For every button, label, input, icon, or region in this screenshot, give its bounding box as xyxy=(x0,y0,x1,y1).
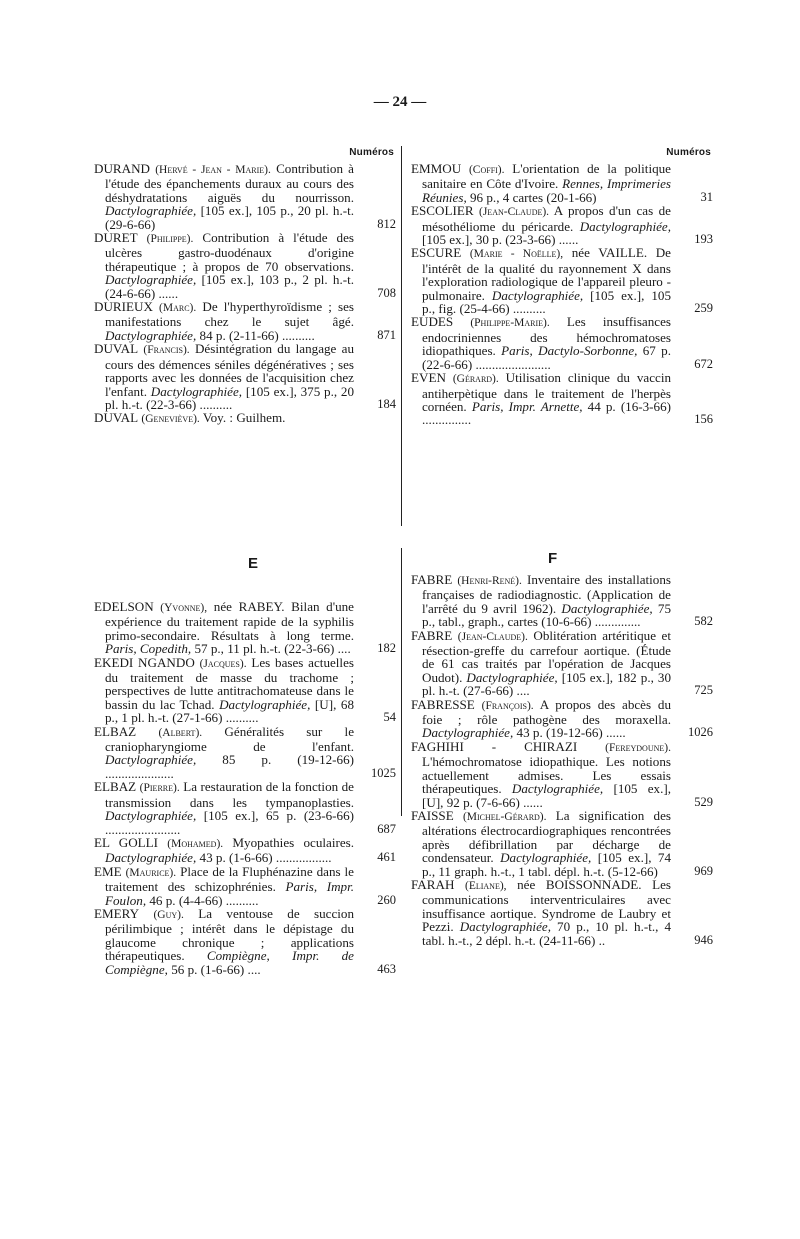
entry-number: 54 xyxy=(383,710,396,725)
author-surname: DURIEUX xyxy=(94,299,153,315)
bibliography-entry xyxy=(94,656,394,725)
entry-list xyxy=(94,600,394,976)
entry-details: [U], 68 p., 1 pl. h.-t. (27-1-66) .......... xyxy=(105,696,354,726)
entry-publisher: Paris, Copedith, xyxy=(105,641,192,657)
author-given-name: (Fereydoune). xyxy=(605,741,671,754)
entry-title: Les bases actuelles du traitement de masse du trachome ; perspectives de lutte antitrachomateuse dans le bassin du lac Tchad. xyxy=(105,654,354,712)
author-surname: FABRESSE xyxy=(411,696,475,712)
bibliography-entry xyxy=(94,231,394,300)
section-letter-f: F xyxy=(548,550,558,567)
bibliography-entry xyxy=(411,573,711,629)
entry-publisher: Dactylographiée, xyxy=(105,752,197,768)
entry-details: [105 ex.], 30 p. (23-3-66) ...... xyxy=(422,232,579,248)
entry-number: 708 xyxy=(377,285,396,300)
author-given-name: (Yvonne), xyxy=(160,602,208,614)
entry-title: La signification des altérations électrocardiographiques rencontrées après défibrillation par décharge de condensateur. xyxy=(422,807,671,866)
author-surname: ELBAZ xyxy=(94,723,137,739)
entry-list xyxy=(411,162,711,427)
entry-list xyxy=(411,573,711,947)
entry-title: La restauration de la fonction de transmission dans les tympanoplasties. xyxy=(105,779,354,810)
entry-number: 182 xyxy=(377,641,396,656)
entry-number: 259 xyxy=(694,301,713,316)
author-surname: DURET xyxy=(94,230,138,246)
author-given-name: (Albert). xyxy=(158,726,203,739)
entry-details: 67 p. (22-6-66) ....................... xyxy=(422,343,671,372)
entry-publisher: Dactylographiée, xyxy=(561,600,653,616)
entry-details: [105 ex.], 375 p., 20 pl. h.-t. (22-3-66) .......... xyxy=(105,383,354,412)
entry-number: 156 xyxy=(694,412,713,427)
entry-publisher: Paris, Dactylo-Sorbonne, xyxy=(501,343,638,359)
column-header-numeros: Numéros xyxy=(349,147,394,158)
entry-title: Désintégration du langage au cours des démences séniles dégénératives ; ses rapports avec les données de l'acquisition chez l'enfant. xyxy=(105,341,354,399)
entry-title: Place de la Fluphénazine dans le traitement des schizophrénies. xyxy=(105,863,354,895)
entry-details: [105 ex.], 65 p. (23-6-66) ....................... xyxy=(105,808,354,837)
section-letter-e: E xyxy=(248,555,259,572)
entry-title: née RABEY. Bilan d'une expérience du traitement rapide de la syphilis primo-secondaire. Résultats à long terme. xyxy=(105,599,354,643)
author-surname: FAISSE xyxy=(411,807,454,823)
bibliography-entry xyxy=(411,878,711,947)
entry-publisher: Dactylographiée, xyxy=(579,218,671,234)
author-given-name: (Hervé - Jean - Marie). xyxy=(155,164,271,176)
author-given-name: (Henri-René). xyxy=(457,575,522,587)
entry-publisher: Dactylographiée, xyxy=(105,850,197,866)
entry-number: 812 xyxy=(377,216,396,231)
column-divider-top xyxy=(401,146,402,526)
author-surname: EKEDI NGANDO xyxy=(94,654,195,670)
entry-list xyxy=(94,162,394,427)
entry-publisher: Paris, Impr. Arnette, xyxy=(471,398,583,414)
entry-title: L'orientation de la politique sanitaire en Côte d'Ivoire. xyxy=(422,161,671,192)
author-surname: EL GOLLI xyxy=(94,834,159,850)
entry-details: 56 p. (1-6-66) .... xyxy=(167,961,261,977)
entry-publisher: Dactylographiée, xyxy=(219,696,311,712)
author-given-name: (Eliane), xyxy=(464,879,507,892)
author-given-name: (Francis). xyxy=(143,344,190,357)
author-surname: ESCOLIER xyxy=(411,203,474,219)
entry-publisher: Rennes, Imprimeries Réunies, xyxy=(422,176,671,205)
bibliography-entry xyxy=(411,246,711,315)
author-given-name: (Mohamed). xyxy=(167,837,224,850)
author-surname: EMMOU xyxy=(411,161,462,176)
entry-title: née VAILLE. De l'intérêt de la qualité du rayonnement X dans l'exploration radiologique de l'appareil pleuro - pulmonaire. xyxy=(422,245,671,303)
entry-title: A propos d'un cas de mésothéliome du péricarde. xyxy=(422,203,671,234)
entry-title: De l'hyperthyroïdisme ; ses manifestations chez le sujet âgé. xyxy=(105,299,355,330)
author-surname: FAGHIHI - CHIRAZI xyxy=(411,738,578,754)
entry-publisher: Dactylographiée, xyxy=(422,725,514,741)
entry-number: 184 xyxy=(377,396,396,411)
author-given-name: (Coffi). xyxy=(468,164,505,176)
right-column xyxy=(411,144,711,427)
author-given-name: (Geneviève). xyxy=(141,413,200,426)
entry-title: A propos des abcès du foie ; rôle pathogène des moraxella. xyxy=(422,696,671,728)
entry-publisher: Dactylographiée, xyxy=(466,669,558,685)
entry-publisher: Paris, Impr. Foulon, xyxy=(105,879,355,908)
entry-title: Oblitération artéritique et résection-greffe du carrefour aortique. (Étude de 61 cas traités par l'opération de Jacques Oudot). xyxy=(422,627,671,685)
bibliography-entry xyxy=(411,698,711,740)
entry-title: Utilisation clinique du vaccin antiherpètique dans le traitement de l'herpès cornéen. xyxy=(422,370,672,414)
bibliography-entry xyxy=(411,204,711,246)
entry-title: La ventouse de succion périlimbique ; intérêt dans le dépistage du glaucome chronique ; applications thérapeutiques. xyxy=(105,905,354,964)
entry-details: [105 ex.], [U], 92 p. (7-6-66) ...... xyxy=(422,781,671,810)
entry-details: 85 p. (19-12-66) ..................... xyxy=(105,752,354,781)
author-given-name: (Jean-Claude). xyxy=(457,630,528,643)
entry-details: [105 ex.], 105 p., 20 pl. h.-t. (29-6-66) xyxy=(105,203,354,232)
bibliography-entry xyxy=(94,300,394,342)
author-surname: EMERY xyxy=(94,905,140,921)
author-surname: DUVAL xyxy=(94,410,139,426)
entry-publisher: Dactylographiée, xyxy=(105,327,197,343)
author-given-name: (Philippe-Marie). xyxy=(470,317,550,330)
entry-details: 43 p. (19-12-66) ...... xyxy=(513,725,626,741)
entry-number: 193 xyxy=(694,232,713,247)
bibliography-entry xyxy=(94,725,394,781)
section-f xyxy=(411,573,711,947)
entry-publisher: Dactylographiée, xyxy=(105,272,197,288)
entry-title: Voy. : Guilhem. xyxy=(202,410,286,426)
entry-details: 70 p., 10 pl. h.-t., 4 tabl. h.-t., 2 dépl. h.-t. (24-11-66) .. xyxy=(422,919,672,948)
author-surname: ESCURE xyxy=(411,245,462,261)
bibliography-entry xyxy=(411,740,711,809)
author-given-name: (François). xyxy=(481,699,534,712)
author-surname: EUDES xyxy=(411,314,454,330)
bibliography-entry xyxy=(94,600,394,656)
entry-details: [105 ex.], 182 p., 30 pl. h.-t. (27-6-66) .... xyxy=(422,669,671,699)
bibliography-entry xyxy=(94,162,394,231)
entry-title: Myopathies oculaires. xyxy=(232,834,355,850)
entry-publisher: Dactylographiée, xyxy=(491,287,584,303)
entry-number: 260 xyxy=(377,892,396,907)
column-header-numeros: Numéros xyxy=(666,147,711,158)
author-given-name: (Gérard). xyxy=(452,373,499,386)
entry-details: 46 p. (4-4-66) .......... xyxy=(146,892,259,908)
bibliography-entry xyxy=(411,371,711,427)
page-number: — 24 — xyxy=(373,94,427,110)
entry-title: L'hémochromatose idiopathique. Les notions actuellement admises. Les essais thérapeutiques. xyxy=(422,754,671,797)
section-e xyxy=(94,600,394,976)
author-surname: EME xyxy=(94,863,122,879)
entry-details: 96 p., 4 cartes (20-1-66) xyxy=(466,189,597,205)
author-given-name: (Guy). xyxy=(153,908,184,921)
entry-number: 672 xyxy=(694,356,713,371)
author-surname: ELBAZ xyxy=(94,779,137,795)
entry-number: 31 xyxy=(700,189,713,204)
entry-publisher: Dactylographiée, xyxy=(105,203,197,219)
column-divider-bottom xyxy=(401,548,402,816)
entry-details: 44 p. (16-3-66) ............... xyxy=(422,398,671,428)
author-given-name: (Jacques). xyxy=(199,657,247,670)
author-surname: DUVAL xyxy=(94,341,139,357)
entry-publisher: Dactylographiée, xyxy=(105,808,197,824)
author-surname: DURAND xyxy=(94,161,151,176)
entry-number: 871 xyxy=(377,327,396,342)
entry-details: [105 ex.], 105 p., fig. (25-4-66) .......... xyxy=(422,287,671,317)
entry-number: 725 xyxy=(694,683,713,698)
bibliography-entry xyxy=(94,865,394,907)
entry-number: 529 xyxy=(694,794,713,809)
entry-title: Contribution à l'étude des ulcères gastro-duodénaux d'origine thérapeutique ; à propos de 70 observations. xyxy=(105,230,354,274)
author-given-name: (Marc). xyxy=(159,302,197,315)
entry-number: 582 xyxy=(694,614,713,629)
entry-publisher: Dactylographiée, xyxy=(459,919,551,935)
entry-publisher: Dactylographiée, xyxy=(150,383,243,399)
bibliography-entry xyxy=(94,342,394,411)
entry-details: [105 ex.], 74 p., 11 graph. h.-t., 1 tabl. dépl. h.-t. (5-12-66) xyxy=(422,850,671,879)
entry-details: 84 p. (2-11-66) .......... xyxy=(196,327,315,343)
author-given-name: (Pierre). xyxy=(139,782,180,795)
entry-title: née BOISSONNADE. Les communications interventriculaires avec insuffisance aortique. Syndrome de Laubry et Pezzi. xyxy=(422,876,671,935)
entry-title: Les insuffisances endocriniennes des hémochromatoses idiopathiques. xyxy=(422,314,671,359)
author-given-name: (Michel-Gérard). xyxy=(462,810,547,823)
entry-publisher: Dactylographiée, xyxy=(511,781,604,797)
bibliography-entry xyxy=(94,907,394,976)
entry-number: 969 xyxy=(694,863,713,878)
author-surname: FABRE xyxy=(411,572,453,587)
bibliography-entry xyxy=(94,411,394,426)
entry-number: 1026 xyxy=(688,725,713,740)
bibliography-entry xyxy=(94,780,394,836)
author-surname: EDELSON xyxy=(94,599,154,614)
author-surname: EVEN xyxy=(411,370,446,386)
author-given-name: (Marie - Noëlle), xyxy=(469,248,564,261)
bibliography-entry xyxy=(411,629,711,698)
entry-number: 463 xyxy=(377,961,396,976)
entry-title: Généralités sur le craniopharyngiome de l'enfant. xyxy=(105,723,355,755)
entry-number: 687 xyxy=(377,821,396,836)
entry-number: 946 xyxy=(694,932,713,947)
entry-number: 1025 xyxy=(371,765,396,780)
bibliography-entry xyxy=(411,809,711,878)
entry-details: 75 p., tabl., graph., cartes (10-6-66) .............. xyxy=(422,600,671,630)
entry-number: 461 xyxy=(377,850,396,865)
author-given-name: (Maurice). xyxy=(125,866,177,879)
left-column xyxy=(94,144,394,427)
entry-publisher: Compiègne, Impr. de Compiègne, xyxy=(105,948,354,977)
entry-publisher: Dactylographiée, xyxy=(500,850,592,866)
bibliography-entry xyxy=(94,836,394,865)
author-given-name: (Philippe). xyxy=(146,233,194,246)
entry-details: 43 p. (1-6-66) ................. xyxy=(196,850,332,866)
author-surname: FABRE xyxy=(411,627,453,643)
entry-title: Contribution à l'étude des épanchements duraux au cours des déshydratations aiguës du nourrisson. xyxy=(105,161,354,205)
entry-details: 57 p., 11 pl. h.-t. (22-3-66) .... xyxy=(191,641,351,657)
author-given-name: (Jean-Claude). xyxy=(479,206,550,219)
entry-title: Inventaire des installations françaises de radiodiagnostic. (Application de l'arrêté du 9 avril 1962). xyxy=(422,572,671,616)
bibliography-entry xyxy=(411,315,711,371)
author-surname: FARAH xyxy=(411,876,455,892)
bibliography-entry xyxy=(411,162,711,204)
entry-details: [105 ex.], 103 p., 2 pl. h.-t. (24-6-66) ...... xyxy=(105,272,354,301)
